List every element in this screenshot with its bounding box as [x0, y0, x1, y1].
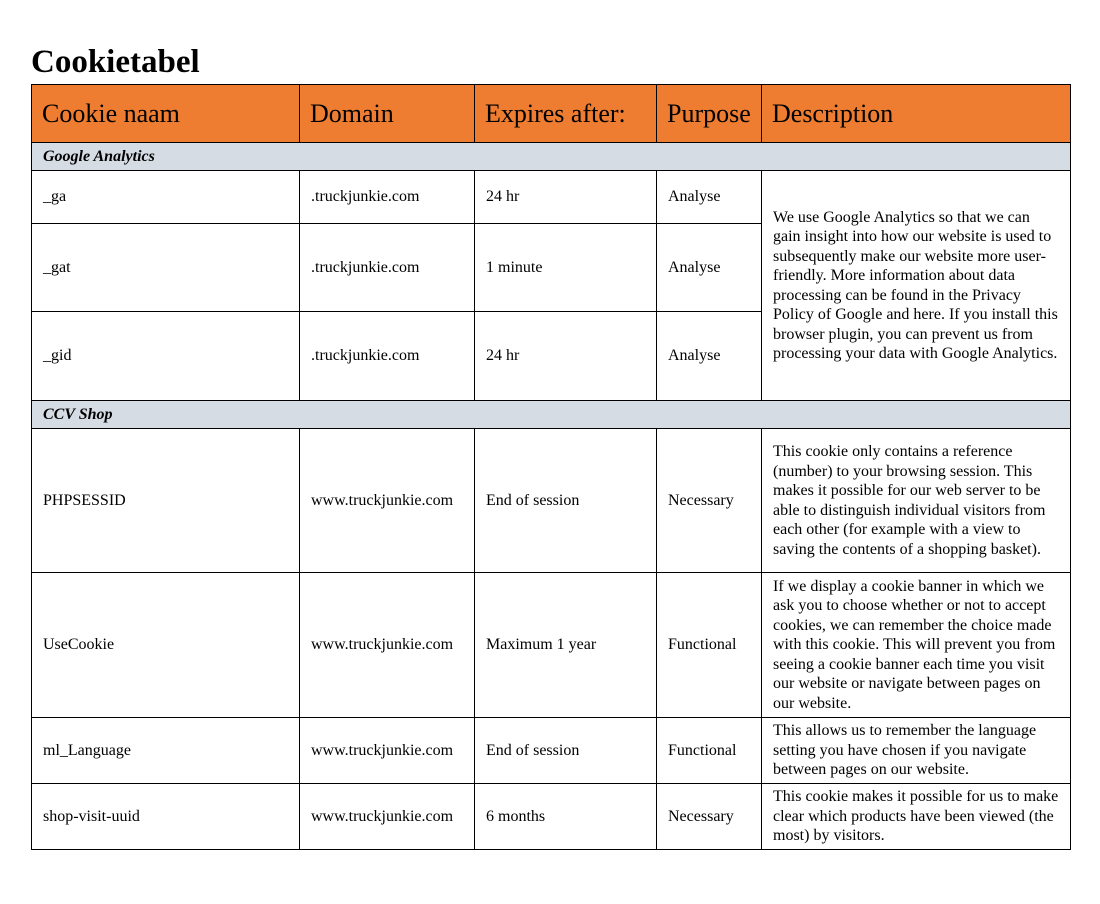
page-title: Cookietabel: [31, 44, 200, 80]
cookie-name-cell: _gid: [32, 312, 300, 401]
table-row: [32, 784, 1071, 850]
purpose-cell: Necessary: [657, 429, 762, 573]
expires-cell: 24 hr: [475, 171, 657, 224]
cookie-name-cell: _ga: [32, 171, 300, 224]
description-cell: This allows us to remember the language setting you have chosen if you navigate between pages on our website.: [762, 718, 1071, 784]
table-header-row: [32, 85, 1071, 143]
table-row: [32, 718, 1071, 784]
expires-cell: 24 hr: [475, 312, 657, 401]
description-cell: If we display a cookie banner in which we ask you to choose whether or not to accept cookies, we can remember the choice made with this cookie. This will prevent you from seeing a cookie banner each time you visit our website or navigate between pages on our website.: [762, 573, 1071, 718]
purpose-cell: Functional: [657, 718, 762, 784]
table-row: [32, 573, 1071, 718]
expires-cell: Maximum 1 year: [475, 573, 657, 718]
group-row-google-analytics: [32, 143, 1071, 171]
purpose-cell: Analyse: [657, 224, 762, 312]
column-header-cookie-name: Cookie naam: [32, 85, 300, 143]
domain-cell: www.truckjunkie.com: [300, 573, 475, 718]
domain-cell: www.truckjunkie.com: [300, 429, 475, 573]
column-header-domain: Domain: [300, 85, 475, 143]
cookie-table: [31, 84, 1071, 850]
cookie-name-cell: UseCookie: [32, 573, 300, 718]
column-header-purpose: Purpose: [657, 85, 762, 143]
cookie-name-cell: ml_Language: [32, 718, 300, 784]
expires-cell: 6 months: [475, 784, 657, 850]
domain-cell: .truckjunkie.com: [300, 312, 475, 401]
purpose-cell: Necessary: [657, 784, 762, 850]
column-header-description: Description: [762, 85, 1071, 143]
group-row-ccv-shop: [32, 401, 1071, 429]
cookie-name-cell: shop-visit-uuid: [32, 784, 300, 850]
domain-cell: www.truckjunkie.com: [300, 718, 475, 784]
description-cell: This cookie only contains a reference (number) to your browsing session. This makes it possible for our web server to be able to distinguish individual visitors from each other (for example with a view to saving the contents of a shopping basket).: [762, 429, 1071, 573]
table-row: [32, 429, 1071, 573]
cookie-name-cell: PHPSESSID: [32, 429, 300, 573]
group-label: Google Analytics: [32, 143, 1071, 171]
cookie-name-cell: _gat: [32, 224, 300, 312]
table-row: [32, 171, 1071, 224]
domain-cell: .truckjunkie.com: [300, 171, 475, 224]
expires-cell: 1 minute: [475, 224, 657, 312]
purpose-cell: Functional: [657, 573, 762, 718]
description-cell: We use Google Analytics so that we can gain insight into how our website is used to subsequently make our website more user-friendly. More information about data processing can be found in the Privacy Policy of Google and here. If you install this browser plugin, you can prevent us from processing your data with Google Analytics.: [762, 171, 1071, 401]
expires-cell: End of session: [475, 429, 657, 573]
domain-cell: www.truckjunkie.com: [300, 784, 475, 850]
group-label: CCV Shop: [32, 401, 1071, 429]
column-header-expires: Expires after:: [475, 85, 657, 143]
description-cell: This cookie makes it possible for us to make clear which products have been viewed (the most) by visitors.: [762, 784, 1071, 850]
expires-cell: End of session: [475, 718, 657, 784]
purpose-cell: Analyse: [657, 312, 762, 401]
purpose-cell: Analyse: [657, 171, 762, 224]
domain-cell: .truckjunkie.com: [300, 224, 475, 312]
